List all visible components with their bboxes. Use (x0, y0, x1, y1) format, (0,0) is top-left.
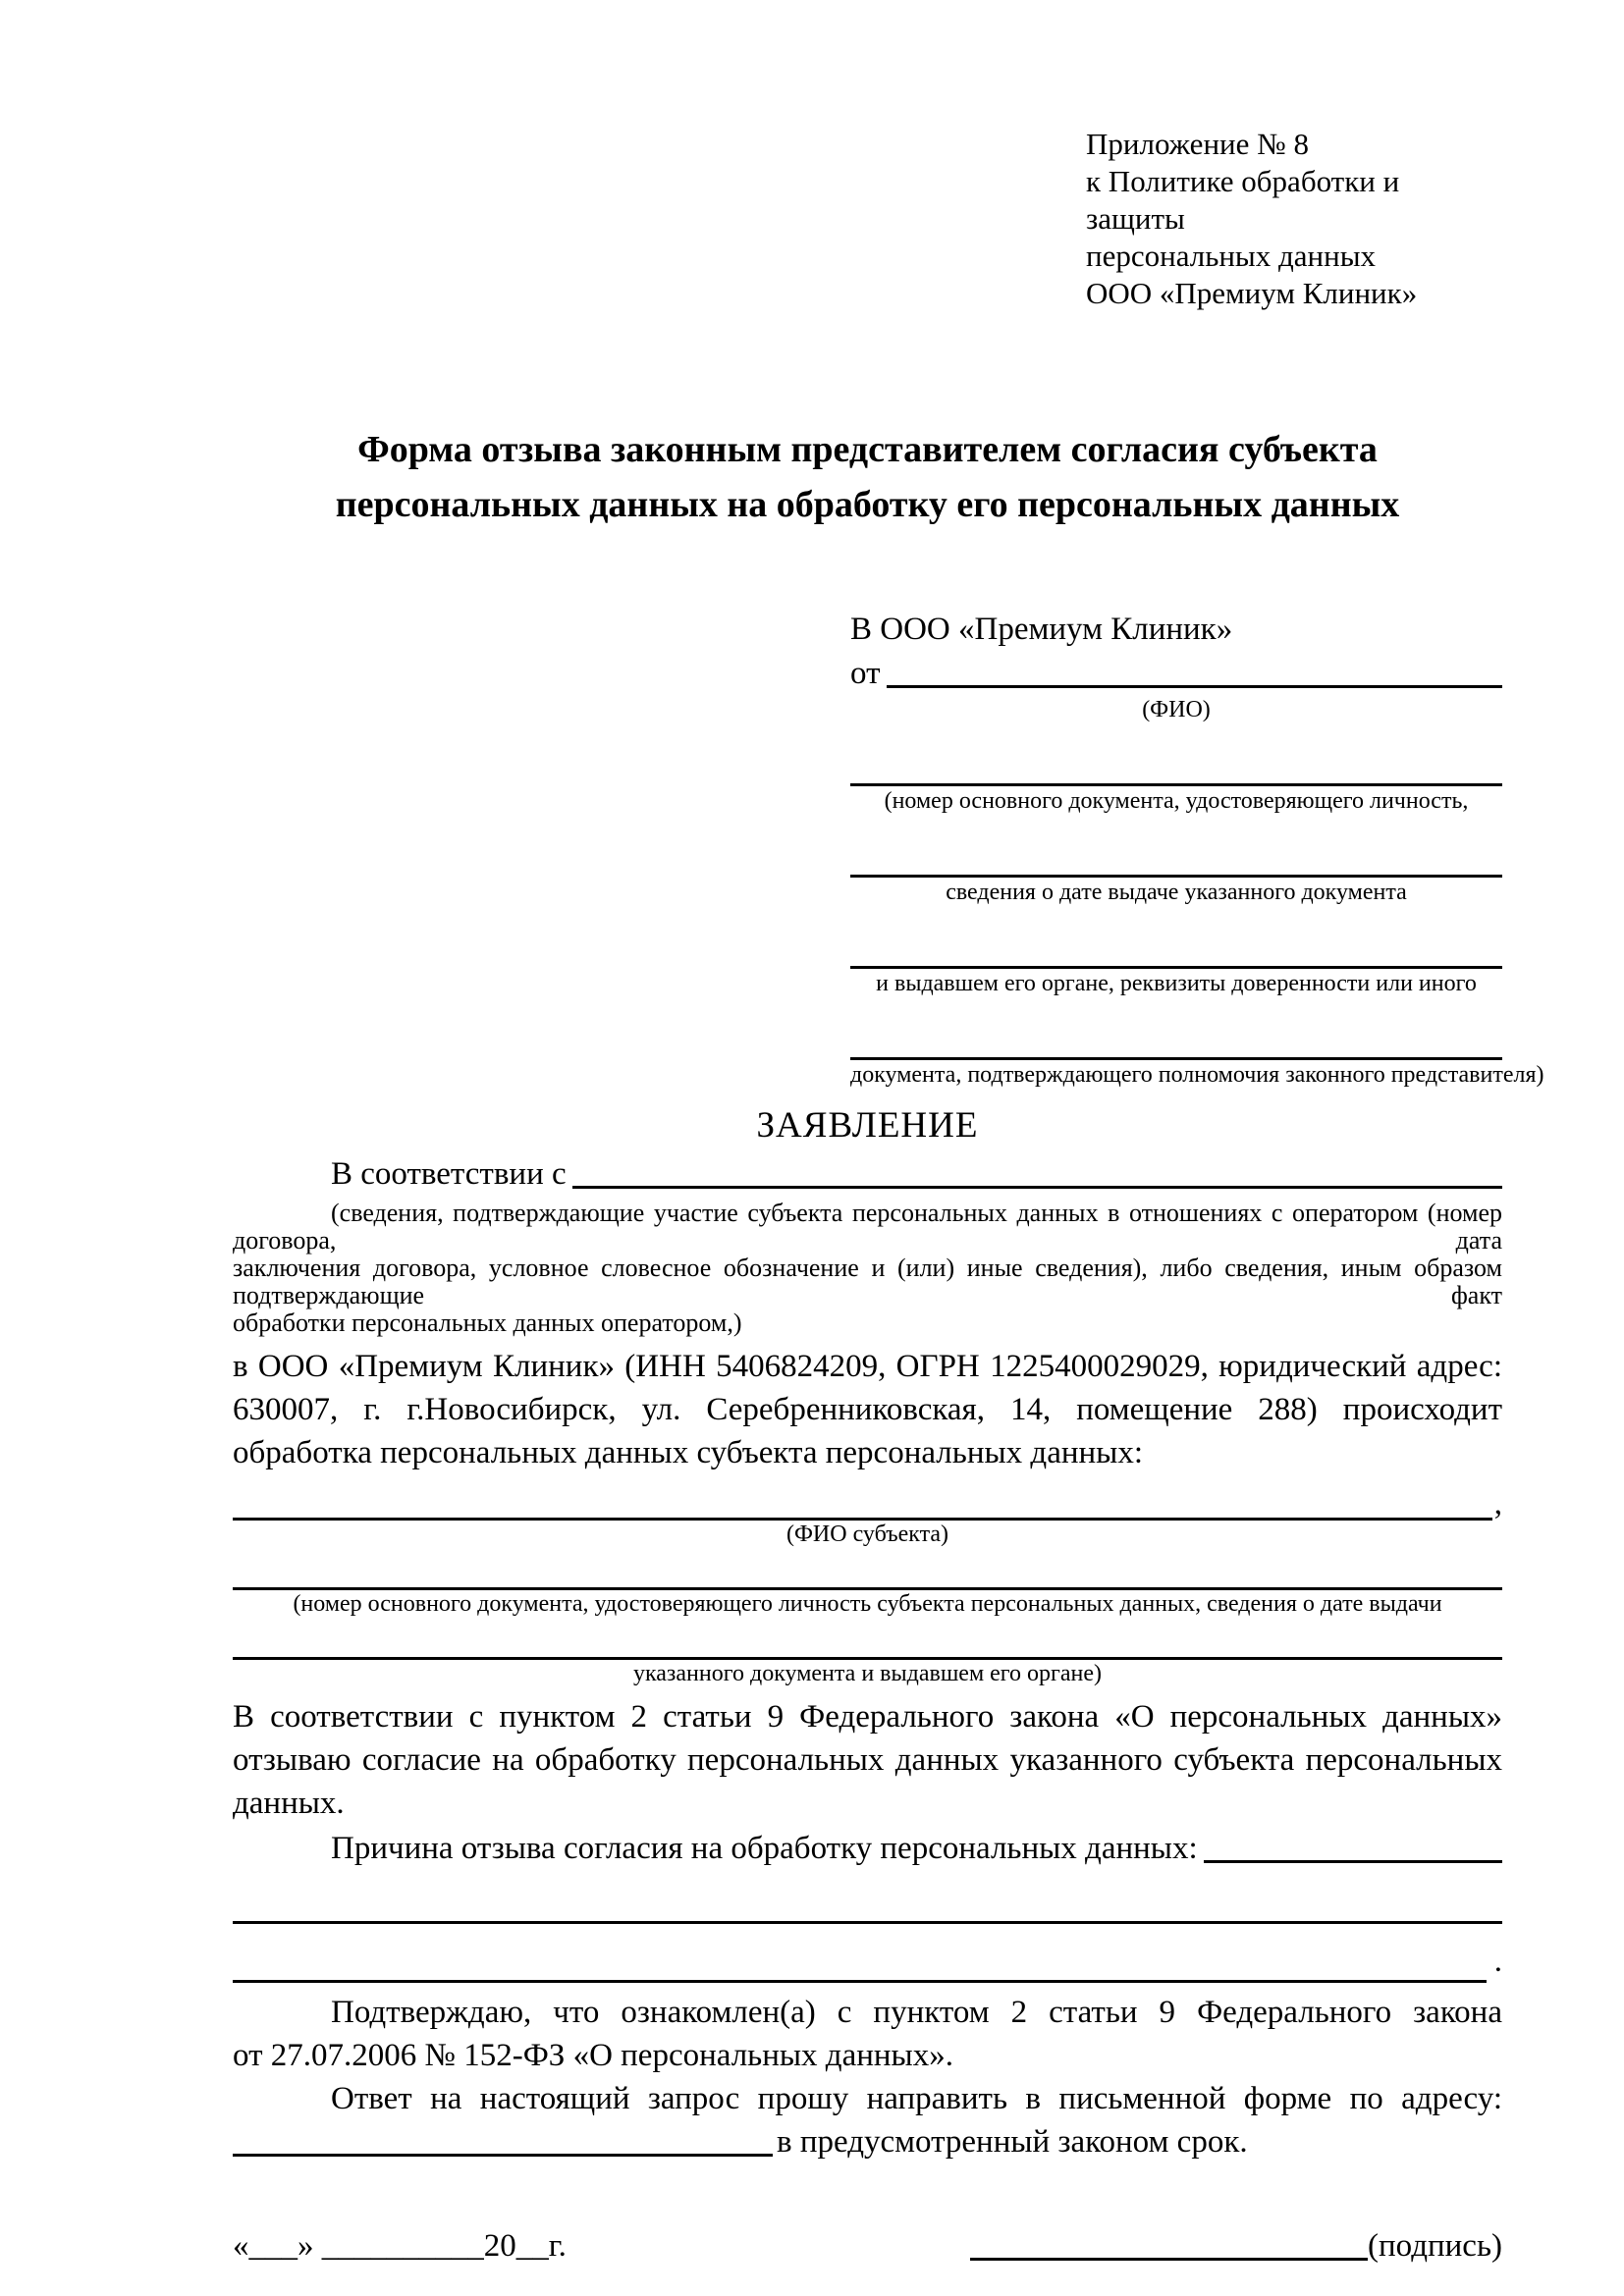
issuing-authority-field[interactable] (850, 940, 1502, 969)
basis-field[interactable] (572, 1186, 1502, 1189)
field-caption: (номер основного документа, удостоверяющего личность, (884, 788, 1469, 814)
operator-paragraph-line: 630007, г. г.Новосибирск, ул. Серебренниковская, 14, помещение 288) происходит (233, 1392, 1502, 1427)
recipient-organization: В ООО «Премиум Клиник» (850, 612, 1233, 647)
representative-document-group (850, 1032, 1544, 1090)
accordance-label: В соответствии с (331, 1156, 567, 1192)
signature-caption: (подпись) (1368, 2228, 1502, 2264)
withdrawal-paragraph-line: отзываю согласие на обработку персональных данных указанного субъекта персональных (233, 1742, 1502, 1778)
subject-name-group (233, 1488, 1502, 1548)
operator-paragraph (233, 1345, 1502, 1474)
representative-document-group (850, 758, 1502, 816)
representative-document-group (850, 849, 1502, 907)
footer-row (233, 2224, 1502, 2268)
withdrawal-paragraph-line: данных. (233, 1786, 345, 1821)
annex-line: ООО «Премиум Клиник» (1086, 276, 1418, 310)
reason-field[interactable] (1204, 1860, 1502, 1863)
reason-continuation-field[interactable] (233, 1896, 1502, 1924)
representative-name-field[interactable] (887, 685, 1503, 688)
authority-document-field[interactable] (850, 1032, 1502, 1060)
field-caption: документа, подтверждающего полномочия законного представителя) (850, 1062, 1544, 1088)
note-line: обработки персональных данных оператором,) (233, 1308, 742, 1337)
withdrawal-paragraph-line: В соответствии с пунктом 2 статьи 9 Федерального закона «О персональных данных» (233, 1699, 1502, 1735)
reason-row (233, 1827, 1502, 1870)
subject-name-caption: (ФИО субъекта) (785, 1522, 949, 1547)
subject-document-group (233, 1562, 1502, 1618)
basis-note (233, 1200, 1502, 1337)
annex-line: персональных данных (1086, 239, 1377, 273)
field-caption: указанного документа и выдавшем его органе) (632, 1661, 1103, 1686)
field-caption: сведения о дате выдаче указанного документа (946, 880, 1407, 905)
field-caption: и выдавшем его органе, реквизиты доверенности или иного (876, 971, 1477, 996)
accordance-row (233, 1152, 1502, 1196)
reason-label: Причина отзыва согласия на обработку персональных данных: (331, 1831, 1198, 1866)
recipient-block (850, 607, 1544, 1090)
reason-continuation-row (233, 1940, 1502, 1983)
from-label: от (850, 656, 881, 691)
from-row (850, 652, 1502, 695)
subject-name-suffix: , (1493, 1486, 1502, 1522)
date-field[interactable]: «___» __________20__г. (233, 2228, 567, 2264)
representative-document-field[interactable] (850, 758, 1502, 786)
annex-line: к Политике обработки и защиты (1086, 164, 1400, 236)
reason-end-punctuation: . (1493, 1944, 1502, 1979)
subject-document-issuer-field[interactable] (233, 1631, 1502, 1660)
response-suffix: в предусмотренный законом срок. (777, 2124, 1248, 2160)
signature-field[interactable] (970, 2258, 1368, 2261)
response-address-row (233, 2120, 1502, 2163)
representative-document-group (850, 940, 1502, 998)
annex-block (1086, 126, 1502, 312)
document-issue-date-field[interactable] (850, 849, 1502, 878)
subject-name-field[interactable] (233, 1492, 1492, 1521)
statement-heading: ЗАЯВЛЕНИЕ (756, 1105, 979, 1146)
form-title: Форма отзыва законным представителем согласия субъекта персональных данных на обработку его персональных данных (335, 429, 1400, 525)
note-line: заключения договора, условное словесное обозначение и (или) иные сведения), либо сведения, иным образом подтверждающие факт (233, 1254, 1502, 1309)
acknowledge-paragraph-line: от 27.07.2006 № 152-ФЗ «О персональных данных». (233, 2038, 953, 2073)
note-line: (сведения, подтверждающие участие субъекта персональных данных в отношениях с оператором (номер договора, дата (233, 1199, 1502, 1255)
acknowledge-paragraph (233, 1991, 1502, 2077)
subject-document-group (233, 1631, 1502, 1687)
reason-continuation-field[interactable] (233, 1954, 1487, 1983)
signature-group (970, 2224, 1502, 2268)
field-caption: (номер основного документа, удостоверяющего личность субъекта персональных данных, сведения о дате выдачи (293, 1591, 1442, 1617)
response-intro: Ответ на настоящий запрос прошу направить в письменной форме по адресу: (331, 2081, 1502, 2116)
annex-line: Приложение № 8 (1086, 127, 1309, 161)
representative-name-caption: (ФИО) (1142, 697, 1211, 722)
acknowledge-paragraph-line: Подтверждаю, что ознакомлен(а) с пунктом 2 статьи 9 Федерального закона (331, 1995, 1502, 2030)
withdrawal-paragraph (233, 1695, 1502, 1825)
operator-paragraph-line: в ООО «Премиум Клиник» (ИНН 5406824209, ОГРН 1225400029029, юридический адрес: (233, 1349, 1502, 1384)
operator-paragraph-line: обработка персональных данных субъекта персональных данных: (233, 1435, 1143, 1470)
subject-document-field[interactable] (233, 1562, 1502, 1590)
response-address-field[interactable] (233, 2154, 773, 2157)
